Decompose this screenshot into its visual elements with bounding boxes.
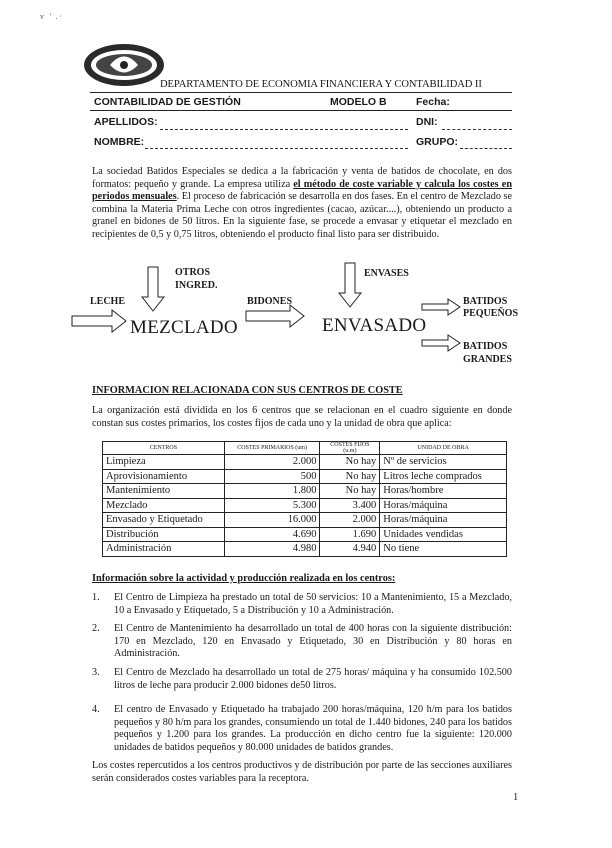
item-text: El Centro de Limpieza ha prestado un total de 50 servicios: 10 a Mantenimiento, 15 a Mezclado, 10 a Envasado y Etiquetado, 5 a Distribución y 10 a Administración.	[114, 592, 512, 616]
table-row	[103, 542, 507, 557]
table-row	[103, 484, 507, 499]
cell-unidad: Horas/máquina	[380, 498, 507, 513]
name-line	[145, 148, 408, 149]
label-ingred: INGRED.	[175, 280, 218, 291]
surname-label: APELLIDOS:	[94, 116, 158, 128]
cell-fijos: 3.400	[320, 498, 380, 513]
cell-fijos: No hay	[320, 455, 380, 470]
cell-centro: Aprovisionamiento	[103, 469, 225, 484]
label-otros: OTROS	[175, 267, 211, 278]
item-text: El centro de Envasado y Etiquetado ha trabajado 200 horas/máquina, 120 h/m para los batidos pequeños y 80 h/m para los grandes, consumiendo un total de 1.440 bidones, 240 para los batidos pequeños y 1.200 para los grandes. La producción en dicho centro fue la siguiente: 120.000 unidades de batidos pequeños y 80.000 unidades de batidos grandes.	[114, 704, 512, 753]
cell-primarios: 16.000	[224, 513, 320, 528]
header-rule	[90, 92, 512, 93]
cell-centro: Limpieza	[103, 455, 225, 470]
table-header-row	[103, 442, 507, 455]
item-number: 3.	[92, 667, 100, 678]
department-title: DEPARTAMENTO DE ECONOMIA FINANCIERA Y CONTABILIDAD II	[160, 79, 482, 90]
table-row	[103, 527, 507, 542]
intro-emphasis: el método de coste variable y calcula los costes en periodos mensuales	[92, 178, 512, 203]
label-leche: LECHE	[90, 296, 126, 307]
university-seal-icon	[80, 40, 168, 90]
cost-centers-table	[102, 441, 507, 557]
activity-item-1	[92, 592, 512, 617]
stage-mezclado: MEZCLADO	[130, 317, 238, 338]
cell-centro: Administración	[103, 542, 225, 557]
cell-centro: Mezclado	[103, 498, 225, 513]
activity-item-3	[92, 667, 512, 692]
item-number: 1.	[92, 592, 100, 603]
arrow-right-bidones	[246, 305, 304, 327]
table-row	[103, 469, 507, 484]
header-unidad: UNIDAD DE OBRA	[380, 442, 507, 455]
cell-fijos: 4.940	[320, 542, 380, 557]
label-batidos-small-2: PEQUEÑOS	[463, 308, 519, 319]
label-envases: ENVASES	[364, 268, 409, 279]
cell-unidad: Litros leche comprados	[380, 469, 507, 484]
dni-line	[442, 129, 512, 130]
surname-line	[160, 129, 408, 130]
intro-paragraph	[92, 166, 512, 242]
table-row	[103, 513, 507, 528]
activity-item-4	[92, 704, 512, 754]
footer-note: Los costes repercutidos a los centros productivos y de distribución por parte de las secciones auxiliares serán considerados costes variables para la receptora.	[92, 760, 512, 784]
arrow-right-small	[422, 299, 460, 315]
label-batidos-small-1: BATIDOS	[463, 296, 508, 307]
cell-unidad: Horas/hombre	[380, 484, 507, 499]
cell-centro: Mantenimiento	[103, 484, 225, 499]
header-primarios: COSTES PRIMARIOS (um)	[224, 442, 320, 455]
intro-text-1: La sociedad Batidos Especiales se dedica a la fabricación y venta de batidos de chocolate, en dos formatos: pequeño y grande. La empresa utiliza	[92, 166, 512, 190]
dni-label: DNI:	[416, 116, 438, 128]
arrow-down-envases	[339, 263, 361, 307]
intro-text-2: . El proceso de fabricación se desarrolla en dos fases. En el centro de Mezclado se combina la Materia Prima Leche con otros ingredientes (cacao, azúcar....), obteniendo un producto a granel en bidones de 50 litros. En la siguiente fase, se procede a envasar y etiquetar el mezclado en recipientes de 0,5 y 0,75 litros, obteniendo el producto final listo para ser distribuido.	[92, 191, 512, 240]
cell-unidad: Horas/máquina	[380, 513, 507, 528]
page-number: 1	[513, 792, 519, 803]
table-row	[103, 498, 507, 513]
section-activity-title: Información sobre la actividad y producción realizada en los centros:	[92, 573, 396, 584]
process-diagram-arrows	[70, 255, 530, 365]
arrow-down-otros	[142, 267, 164, 311]
cell-primarios: 4.980	[224, 542, 320, 557]
date-label: Fecha:	[416, 96, 450, 108]
course-label: CONTABILIDAD DE GESTIÓN	[94, 96, 241, 108]
scan-marks: v ' . ·	[40, 12, 63, 21]
cell-primarios: 500	[224, 469, 320, 484]
cell-centro: Envasado y Etiquetado	[103, 513, 225, 528]
label-batidos-big-2: GRANDES	[463, 354, 512, 365]
name-label: NOMBRE:	[94, 136, 145, 148]
group-label: GRUPO:	[416, 136, 458, 148]
item-text: El Centro de Mezclado ha desarrollado un total de 275 horas/ máquina y ha consumido 102.500 litros de leche para producir 2.000 bidones de50 litros.	[114, 667, 512, 691]
cell-fijos: 2.000	[320, 513, 380, 528]
cell-primarios: 5.300	[224, 498, 320, 513]
model-label: MODELO B	[330, 96, 387, 108]
cell-primarios: 4.690	[224, 527, 320, 542]
cell-primarios: 2.000	[224, 455, 320, 470]
header-fijos: COSTES FIJOS (u.m)	[320, 442, 380, 455]
cell-unidad: Nº de servicios	[380, 455, 507, 470]
arrow-right-leche	[72, 310, 126, 332]
cell-centro: Distribución	[103, 527, 225, 542]
activity-item-2	[92, 623, 512, 661]
item-number: 4.	[92, 704, 100, 715]
item-text: El Centro de Mantenimiento ha desarrollado un total de 400 horas con la siguiente distribución: 170 en Mezclado, 120 en Envasado y Etiquetado, 30 en Distribución y 80 horas en Administración.	[114, 623, 512, 660]
cell-fijos: 1.690	[320, 527, 380, 542]
header-centros: CENTROS	[103, 442, 225, 455]
stage-envasado: ENVASADO	[322, 315, 427, 336]
group-line	[460, 148, 512, 149]
label-batidos-big-1: BATIDOS	[463, 341, 508, 352]
label-bidones: BIDONES	[247, 296, 293, 307]
item-number: 2.	[92, 623, 100, 634]
cell-unidad: Unidades vendidas	[380, 527, 507, 542]
cell-fijos: No hay	[320, 484, 380, 499]
table-row	[103, 455, 507, 470]
section-cost-centers-title: INFORMACION RELACIONADA CON SUS CENTROS DE COSTE	[92, 385, 403, 396]
cell-fijos: No hay	[320, 469, 380, 484]
arrow-right-big	[422, 335, 460, 351]
header-rule-2	[90, 110, 512, 111]
section-cost-centers-text: La organización está dividida en los 6 centros que se relacionan en el cuadro siguiente en donde constan sus costes primarios, los costes fijos de cada uno y la unidad de obra que aplica:	[92, 405, 512, 429]
cell-unidad: No tiene	[380, 542, 507, 557]
cell-primarios: 1.800	[224, 484, 320, 499]
